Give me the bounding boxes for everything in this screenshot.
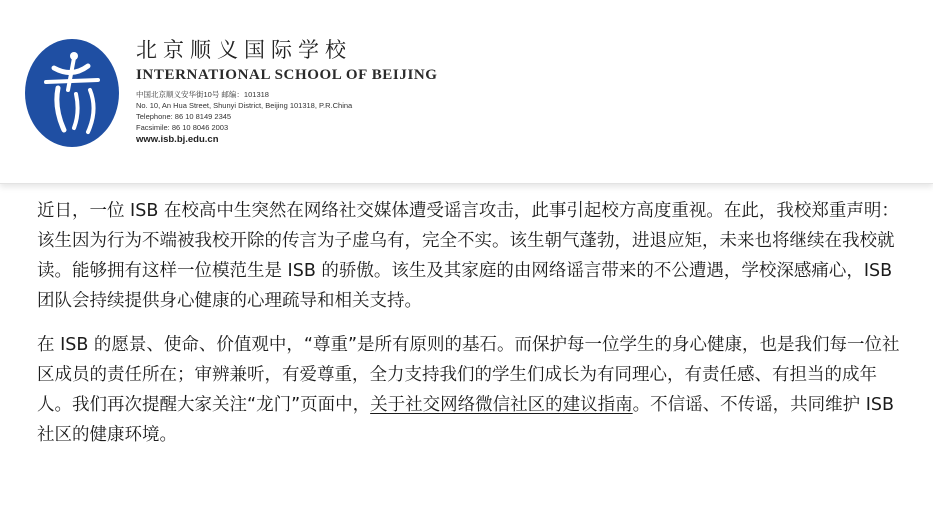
statement-body bbox=[37, 196, 905, 464]
social-media-guidelines-link[interactable]: 关于社交网络微信社区的建议指南 bbox=[370, 395, 633, 415]
telephone: Telephone: 86 10 8149 2345 bbox=[136, 112, 232, 121]
letterhead bbox=[0, 0, 933, 184]
address-english: No. 10, An Hua Street, Shunyi District, Beijing 101318, P.R.China bbox=[136, 101, 353, 110]
paragraph-2-text: 在 ISB 的愿景、使命、价值观中，“尊重”是所有原则的基石。而保护每一位学生的身心健康，也是我们每一位社区成员的责任所在；审辨兼听，有爱尊重，全力支持我们的学生们成长为有同理心，有责任感、有担当的成年人。我们再次提醒大家关注“龙门”页面中， bbox=[37, 335, 900, 415]
address-chinese: 中国北京顺义安华街10号 邮编：101318 bbox=[136, 90, 269, 99]
statement-paragraph-2 bbox=[37, 330, 905, 450]
paragraph-2-closing: 。不信谣、不传谣，共同维护 ISB 社区的健康环境。 bbox=[37, 395, 894, 445]
facsimile: Facsimile: 86 10 8046 2003 bbox=[136, 123, 229, 132]
website: www.isb.bj.edu.cn bbox=[136, 134, 219, 145]
school-name-english: INTERNATIONAL SCHOOL OF BEIJING bbox=[136, 67, 438, 83]
school-name-chinese: 北京顺义国际学校 bbox=[136, 38, 352, 62]
statement-paragraph-1: 近日，一位 ISB 在校高中生突然在网络社交媒体遭受谣言攻击，此事引起校方高度重视。在此，我校郑重声明：该生因为行为不端被我校开除的传言为子虚乌有，完全不实。该生朝气蓬勃，进退应矩，未来也将继续在我校就读。能够拥有这样一位模范生是 ISB 的骄傲。该生及其家庭的由网络谣言带来的不公遭遇，学校深感痛心，ISB 团队会持续提供身心健康的心理疏导和相关支持。 bbox=[37, 201, 899, 311]
school-logo bbox=[24, 38, 120, 148]
